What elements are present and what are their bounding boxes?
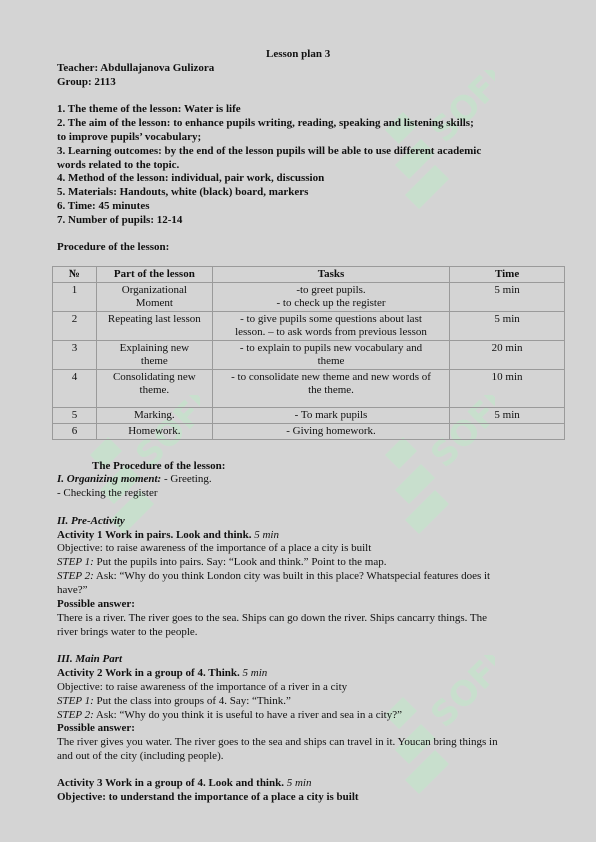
row-task-line: - To mark pupils xyxy=(294,409,368,421)
activity-1-title xyxy=(57,529,279,542)
header-tasks: Tasks xyxy=(212,267,449,283)
activity-1-step-2-cont: have?” xyxy=(57,584,88,596)
header-num: № xyxy=(53,267,97,283)
procedure-section-heading: The Procedure of the lesson: xyxy=(92,460,226,472)
row-time xyxy=(450,424,565,440)
row-time: 20 min xyxy=(450,341,565,370)
row-part-line: theme. xyxy=(139,384,170,396)
row-time: 5 min xyxy=(450,283,565,312)
row-task-line: lesson. – to ask words from previous lesson xyxy=(235,326,427,338)
item-materials: 5. Materials: Handouts, white (black) board, markers xyxy=(57,186,309,198)
activity-1-answer: There is a river. The river goes to the sea. Ships can go down the river. Ships cancarry things. The xyxy=(57,612,488,624)
row-part-line: Marking. xyxy=(134,409,175,421)
row-tasks xyxy=(212,341,449,370)
row-part-line: theme xyxy=(140,355,168,367)
row-time: 5 min xyxy=(450,312,565,341)
activity-3-time: 5 min xyxy=(283,777,312,789)
row-tasks xyxy=(212,424,449,440)
table-row xyxy=(53,283,565,312)
step-label: STEP 2: xyxy=(57,709,94,721)
activity-2-step-2 xyxy=(57,709,402,722)
activity-1-step-2 xyxy=(57,570,490,583)
svg-text:SOFF: SOFF xyxy=(423,395,495,476)
activity-2-answer-label: Possible answer: xyxy=(57,722,135,734)
row-part xyxy=(96,283,212,312)
main-part-heading: III. Main Part xyxy=(57,653,123,665)
row-task-line: - to give pupils some questions about last xyxy=(240,313,422,325)
svg-text:SOFF: SOFF xyxy=(128,395,200,476)
row-task-line: -to greet pupils. xyxy=(296,284,366,296)
row-part xyxy=(96,370,212,408)
row-task-line: - Giving homework. xyxy=(286,425,376,437)
step-text: Ask: “Why do you think London city was built in this place? Whatspecial features does it xyxy=(93,570,491,582)
svg-text:SOFF: SOFF xyxy=(423,655,495,736)
row-tasks xyxy=(212,283,449,312)
item-aim: 2. The aim of the lesson: to enhance pupils writing, reading, speaking and listening skills; xyxy=(57,117,474,129)
organizing-label: I. Organizing moment: xyxy=(57,473,162,485)
row-num: 5 xyxy=(53,408,97,424)
activity-1-objective: Objective: to raise awareness of the importance of a place a city is built xyxy=(57,542,372,554)
row-task-line: the theme. xyxy=(308,384,354,396)
activity-2-title-text: Activity 2 Work in a group of 4. Think. xyxy=(57,667,240,679)
step-text: Put the class into groups of 4. Say: “Think.” xyxy=(93,695,291,707)
row-part-line: Repeating last lesson xyxy=(107,313,201,325)
row-part xyxy=(96,408,212,424)
item-outcomes: 3. Learning outcomes: by the end of the lesson pupils will be able to use different academic xyxy=(57,145,482,157)
row-part xyxy=(96,424,212,440)
table-row xyxy=(53,424,565,440)
activity-1-answer-label: Possible answer: xyxy=(57,598,135,610)
row-part xyxy=(96,341,212,370)
lesson-table xyxy=(52,266,565,440)
step-text: Put the pupils into pairs. Say: “Look and think.” Point to the map. xyxy=(93,556,387,568)
step-label: STEP 1: xyxy=(57,556,94,568)
row-num: 6 xyxy=(53,424,97,440)
activity-2-objective: Objective: to raise awareness of the importance of a river in a city xyxy=(57,681,348,693)
row-task-line: - to check up the register xyxy=(276,297,386,309)
table-row xyxy=(53,341,565,370)
row-time: 10 min xyxy=(450,370,565,408)
row-part xyxy=(96,312,212,341)
table-row xyxy=(53,312,565,341)
header-time: Time xyxy=(450,267,565,283)
svg-text:SOFF: SOFF xyxy=(423,70,495,151)
organizing-text: - Greeting. xyxy=(161,473,212,485)
step-label: STEP 2: xyxy=(57,570,94,582)
item-outcomes-cont: words related to the topic. xyxy=(57,159,180,171)
item-pupils: 7. Number of pupils: 12-14 xyxy=(57,214,183,226)
row-tasks xyxy=(212,370,449,408)
group-line: Group: 2113 xyxy=(57,76,116,88)
pre-activity-heading: II. Pre-Activity xyxy=(57,515,125,527)
row-tasks xyxy=(212,312,449,341)
activity-2-step-1 xyxy=(57,695,291,708)
activity-1-title-text: Activity 1 Work in pairs. Look and think. xyxy=(57,529,252,541)
activity-3-objective: Objective: to understand the importance of a place a city is built xyxy=(57,791,359,803)
activity-3-title-text: Activity 3 Work in a group of 4. Look and think. xyxy=(57,777,284,789)
row-tasks xyxy=(212,408,449,424)
procedure-heading: Procedure of the lesson: xyxy=(57,241,170,253)
table-row xyxy=(53,408,565,424)
activity-1-step-1 xyxy=(57,556,386,569)
watermark-logo xyxy=(365,655,495,805)
row-part-line: Homework. xyxy=(128,425,181,437)
activity-1-time: 5 min xyxy=(251,529,279,541)
lesson-title: Lesson plan 3 xyxy=(266,48,331,60)
teacher-line: Teacher: Abdullajanova Gulizora xyxy=(57,62,215,74)
item-theme: 1. The theme of the lesson: Water is life xyxy=(57,103,241,115)
item-aim-cont: to improve pupils’ vocabulary; xyxy=(57,131,202,143)
table-header-row xyxy=(53,267,565,283)
item-time: 6. Time: 45 minutes xyxy=(57,200,150,212)
activity-2-title xyxy=(57,667,267,680)
step-label: STEP 1: xyxy=(57,695,94,707)
row-num: 3 xyxy=(53,341,97,370)
row-task-line: theme xyxy=(317,355,345,367)
header-part: Part of the lesson xyxy=(96,267,212,283)
checking-register: - Checking the register xyxy=(57,487,158,499)
activity-2-time: 5 min xyxy=(239,667,268,679)
row-task-line: - to consolidate new theme and new words of xyxy=(231,371,431,383)
row-part-line: Explaining new xyxy=(119,342,190,354)
table-row xyxy=(53,370,565,408)
row-num: 2 xyxy=(53,312,97,341)
item-method: 4. Method of the lesson: individual, pair work, discussion xyxy=(57,172,325,184)
row-num: 1 xyxy=(53,283,97,312)
row-part-line: Moment xyxy=(135,297,173,309)
step-text: Ask: “Why do you think it is useful to have a river and sea in a city?” xyxy=(93,709,403,721)
activity-2-answer-cont: and out of the city (including people). xyxy=(57,750,224,762)
row-part-line: Organizational xyxy=(121,284,187,296)
activity-3-title xyxy=(57,777,311,790)
activity-1-answer-cont: river brings water to the people. xyxy=(57,626,198,638)
row-part-line: Consolidating new xyxy=(112,371,196,383)
row-num: 4 xyxy=(53,370,97,408)
activity-2-answer: The river gives you water. The river goes to the sea and ships can travel in it. Youcan bring things in xyxy=(57,736,498,748)
row-task-line: - to explain to pupils new vocabulary and xyxy=(239,342,423,354)
row-time: 5 min xyxy=(450,408,565,424)
organizing-moment xyxy=(57,473,212,486)
